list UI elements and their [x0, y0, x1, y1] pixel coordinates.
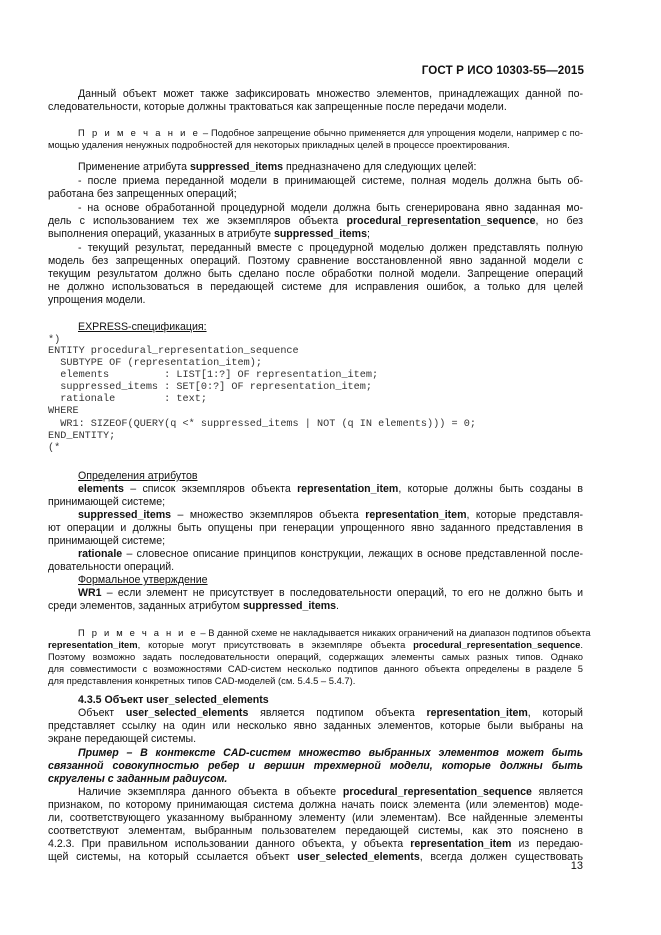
note-line: [48, 639, 583, 651]
code-line: (*: [48, 443, 61, 454]
purpose-item: [48, 228, 583, 241]
example-line: связанной совокупностью ребер и вершин трехмерной модели, которые должны быть: [48, 760, 583, 772]
section-paragraph: [78, 786, 583, 799]
code-line: suppressed_items : SET[0:?] OF representation_item;: [48, 382, 373, 393]
section-heading: 4.3.5 Объект user_selected_elements: [78, 694, 269, 706]
purpose-item: работана без запрещенных операций;: [48, 188, 237, 200]
note-line: мощью удаления ненужных подробностей для некоторых прикладных целей в процессе проектирования.: [48, 139, 510, 150]
section-paragraph: [48, 851, 583, 864]
term: representation_item: [426, 707, 528, 719]
note-text: – В данной схеме не накладывается никаких ограничений на диапазон подтипов объекта: [197, 627, 591, 638]
text: Применение атрибута: [78, 161, 190, 173]
note-line: [78, 127, 583, 139]
note-line: [78, 627, 591, 639]
attributes-heading: Определения атрибутов: [78, 470, 198, 482]
text: из передаю-: [511, 838, 583, 850]
text: – список экземпляров объекта: [123, 483, 298, 495]
text: , но без: [535, 215, 583, 227]
note-text: – Подобное запрещение обычно применяется для упрощения модели, например с по-: [202, 127, 583, 138]
attribute-def: принимающей системе;: [48, 535, 166, 547]
term: representation_item: [297, 483, 399, 495]
code-line: SUBTYPE OF (representation_item);: [48, 358, 262, 369]
attribute-def: ют операции и должны быть опущены при генерации упрощенного явно заданного представления в: [48, 522, 583, 534]
term: user_selected_elements: [125, 707, 249, 719]
term: rationale: [78, 548, 123, 560]
attribute-def: довательности операций.: [48, 561, 175, 573]
text: Наличие экземпляра данного объекта в объекте: [78, 786, 343, 798]
attribute-def: [78, 483, 583, 496]
term: representation_item: [48, 639, 138, 650]
code-line: *): [48, 335, 61, 346]
section-paragraph: соответствуют элементам, выбранным пользователем передающей системы, как это пояснено в: [48, 825, 583, 837]
code-line: WR1: SIZEOF(QUERY(q <* suppressed_items | NOT (q IN elements))) = 0;: [48, 419, 476, 430]
purpose-item: текущим результатом должно быть сделано после обработки полной модели. Запрещение операций: [48, 268, 583, 280]
code-line: WHERE: [48, 406, 79, 417]
text: , которые могут присутствовать в экземпляре объекта: [137, 639, 414, 650]
text: – если элемент не присутствует в последовательности операций, то его не должно быть и: [101, 587, 583, 599]
text: – множество экземпляров объекта: [171, 509, 366, 521]
text: .: [336, 600, 339, 612]
example-line: Пример – В контексте CAD-систем множество выбранных элементов может быть: [78, 747, 583, 759]
code-line: ENTITY procedural_representation_sequence: [48, 346, 299, 357]
term: suppressed_items: [242, 600, 337, 612]
section-paragraph: экране передающей системы.: [48, 733, 197, 745]
text: , которые представля-: [466, 509, 583, 521]
purpose-item: [48, 215, 583, 228]
term: elements: [78, 483, 124, 495]
text: , который: [527, 707, 583, 719]
formal-text: [48, 600, 583, 613]
attribute-def: принимающей системе;: [48, 496, 166, 508]
code-line: elements : LIST[1:?] OF representation_item;: [48, 370, 379, 381]
text: , всегда должен существовать: [419, 851, 583, 863]
section-paragraph: [78, 707, 583, 720]
note-line: для совместимости с возможностями CAD-систем несколько подтипов данного объекта определены в разделе 5: [48, 663, 583, 674]
formal-heading: Формальное утверждение: [78, 574, 208, 586]
text: выполнения операций, указанных в атрибуте: [48, 228, 274, 240]
attribute-def: [78, 509, 583, 522]
text: – словесное описание принципов конструкции, лежащих в основе представленной после-: [122, 548, 583, 560]
intro-line: Данный объект может также зафиксировать множество элементов, принадлежащих данной по-: [78, 88, 583, 100]
term: procedural_representation_sequence: [346, 215, 536, 227]
text: является: [531, 786, 583, 798]
text: является подтипом объекта: [248, 707, 427, 719]
intro-line: следовательности, которые должны трактоваться как запрещенные после передачи модели.: [48, 101, 507, 113]
formal-text: [78, 587, 583, 600]
express-heading: EXPRESS-спецификация:: [78, 321, 207, 333]
purpose-intro: [78, 161, 583, 174]
note-line: для представления конкретных типов CAD-моделей (см. 5.4.5 – 5.4.7).: [48, 675, 356, 686]
text: Объект: [78, 707, 126, 719]
purpose-item: модель без запрещенных операций. Поэтому сравнение восстановленной явно заданной модели с: [48, 255, 583, 267]
text: 4.2.3. При правильном использовании данного объекта, у объекта: [48, 838, 411, 850]
page-number: 13: [570, 860, 583, 872]
term: representation_item: [410, 838, 512, 850]
text: дель с использованием тех же экземпляров объекта: [48, 215, 347, 227]
code-line: END_ENTITY;: [48, 431, 116, 442]
purpose-item: - текущий результат, переданный вместе с процедурной моделью должен представлять полную: [78, 242, 583, 254]
term: suppressed_items: [189, 161, 284, 173]
text: среди элементов, заданных атрибутом: [48, 600, 243, 612]
section-paragraph: ли, соответствующего указанному выбранному элементу (или элементам). Все найденные элементы: [48, 812, 583, 824]
example-line: скруглены с заданным радиусом.: [48, 773, 228, 785]
text: , которые должны быть созданы в: [398, 483, 584, 495]
section-paragraph: [48, 838, 583, 851]
attribute-def: [78, 548, 583, 561]
text: .: [580, 639, 583, 650]
note-line: Поэтому возможно задать последовательности операций, содержащих элементы самых разных типов. Однако: [48, 651, 583, 662]
term: suppressed_items: [273, 228, 367, 240]
note-label: П р и м е ч а н и е: [78, 127, 201, 138]
term: suppressed_items: [78, 509, 172, 521]
term: representation_item: [365, 509, 467, 521]
term: WR1: [78, 587, 102, 599]
term: procedural_representation_sequence: [342, 786, 532, 798]
purpose-item: - после приема переданной модели в принимающей системе, полная модель должна быть об-: [78, 175, 583, 187]
standard-header: ГОСТ Р ИСО 10303-55—2015: [421, 64, 584, 77]
section-paragraph: признаком, по которому принимающая система должна начать поиск элемента (или элементов) моде-: [48, 799, 583, 811]
code-line: rationale : text;: [48, 394, 207, 405]
purpose-item: упрощения модели.: [48, 294, 146, 306]
purpose-item: не должно использоваться в передающей системе для исправления ошибок, а только для целей: [48, 281, 583, 293]
text: щей системы, на который ссылается объект: [48, 851, 298, 863]
text: ;: [366, 228, 370, 240]
purpose-item: - на основе обработанной процедурной модели должна быть сгенерирована явно заданная мо-: [78, 202, 583, 214]
text: предназначено для следующих целей:: [283, 161, 477, 173]
term: procedural_representation_sequence: [413, 639, 581, 650]
section-paragraph: представляет ссылку на один или несколько явно заданных элементов, которые были выбраны на: [48, 720, 583, 732]
note-label: П р и м е ч а н и е: [78, 627, 198, 638]
term: user_selected_elements: [297, 851, 420, 863]
